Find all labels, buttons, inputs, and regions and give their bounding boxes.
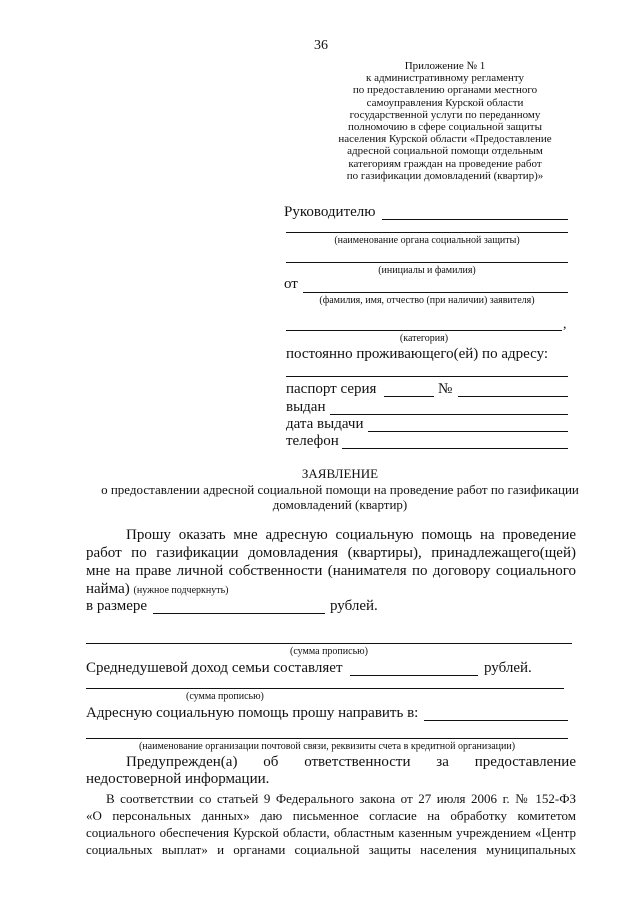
direct-text: Адресную социальную помощь прошу направить в: bbox=[86, 705, 419, 721]
appendix-line: государственной услуги по переданному bbox=[349, 108, 541, 121]
appendix-block bbox=[290, 60, 600, 182]
issue-date-label: дата выдачи bbox=[286, 416, 364, 432]
caption-fio: (фамилия, имя, отчество (при наличии) заявителя) bbox=[319, 295, 535, 306]
warning-line-1: Предупрежден(а) об ответственности за предоставление bbox=[126, 754, 576, 770]
amount-prefix: в размере bbox=[86, 598, 148, 614]
page-number: 36 bbox=[314, 38, 328, 53]
issued-line[interactable] bbox=[330, 414, 568, 415]
passport-number-line[interactable] bbox=[458, 396, 568, 397]
document-subtitle-1: о предоставлении адресной социальной помощи на проведение работ по газификации bbox=[101, 482, 579, 497]
direct-line[interactable] bbox=[424, 720, 568, 721]
document-subtitle-2: домовладений (квартир) bbox=[272, 497, 408, 512]
sum-words-line[interactable] bbox=[86, 643, 572, 644]
appendix-line: по газификации домовладений (квартир)» bbox=[346, 169, 544, 182]
residing-label: постоянно проживающего(ей) по адресу: bbox=[286, 346, 549, 362]
org-line[interactable] bbox=[86, 738, 568, 739]
phone-line[interactable] bbox=[342, 448, 568, 449]
initials-line[interactable] bbox=[286, 262, 568, 263]
appendix-line: категориям граждан на проведение работ bbox=[348, 157, 542, 170]
from-label: от bbox=[284, 276, 298, 292]
law-line-4: социальных выплат» и органами социальной защиты населения муниципальных bbox=[86, 842, 576, 857]
document-title: ЗАЯВЛЕНИЕ bbox=[301, 466, 379, 481]
body-line-4-note: (нужное подчеркнуть) bbox=[133, 585, 229, 596]
category-line[interactable] bbox=[286, 330, 562, 331]
appendix-line: по предоставлению органами местного bbox=[352, 84, 538, 97]
body-line-3: мне на праве личной собственности (нанимателя по договору социального bbox=[86, 563, 576, 579]
law-line-3: социального обеспечения Курской области, областным казенным учреждением «Центр bbox=[86, 825, 576, 840]
appendix-line: к административному регламенту bbox=[366, 72, 524, 85]
appendix-line: самоуправления Курской области bbox=[366, 96, 524, 109]
caption-organ: (наименование органа социальной защиты) bbox=[334, 235, 520, 246]
passport-series-line[interactable] bbox=[384, 396, 434, 397]
body-line-4-main: найма) bbox=[86, 581, 130, 597]
appendix-line: населения Курской области «Предоставление bbox=[338, 133, 552, 146]
body-line-4 bbox=[86, 581, 228, 598]
income-prefix: Среднедушевой доход семьи составляет bbox=[86, 660, 343, 676]
income-line[interactable] bbox=[350, 675, 478, 676]
caption-sum: (сумма прописью) bbox=[290, 646, 368, 657]
caption-sum-2: (сумма прописью) bbox=[186, 691, 264, 702]
body-line-2: работ по газификации домовладения (квартиры), принадлежащего(щей) bbox=[86, 545, 576, 561]
to-line[interactable] bbox=[382, 219, 568, 220]
caption-category: (категория) bbox=[399, 333, 449, 344]
body-line-1: Прошу оказать мне адресную социальную помощь на проведение bbox=[126, 527, 576, 543]
passport-number-label: № bbox=[438, 381, 453, 397]
issue-date-line[interactable] bbox=[368, 431, 568, 432]
law-line-2: «О персональных данных» даю письменное согласие на обработку комитетом bbox=[86, 808, 576, 823]
law-line-1: В соответствии со статьей 9 Федерального закона от 27 июля 2006 г. № 152-ФЗ bbox=[106, 791, 576, 806]
address-line[interactable] bbox=[286, 376, 568, 377]
appendix-line: полномочию в сфере социальной защиты bbox=[347, 121, 543, 134]
organ-line[interactable] bbox=[286, 232, 568, 233]
from-line[interactable] bbox=[303, 292, 568, 293]
category-comma: , bbox=[563, 317, 567, 332]
appendix-line: адресной социальной помощи отдельным bbox=[347, 145, 543, 158]
to-label: Руководителю bbox=[284, 204, 376, 220]
amount-suffix: рублей. bbox=[330, 598, 378, 614]
caption-initials: (инициалы и фамилия) bbox=[378, 265, 476, 276]
warning-line-2: недостоверной информации. bbox=[86, 771, 270, 787]
income-suffix: рублей. bbox=[484, 660, 532, 676]
income-words-line[interactable] bbox=[86, 688, 564, 689]
appendix-line: Приложение № 1 bbox=[404, 60, 486, 72]
caption-org: (наименование организации почтовой связи, реквизиты счета в кредитной организации) bbox=[138, 741, 516, 752]
issued-label: выдан bbox=[286, 399, 326, 415]
passport-series-label: паспорт серия bbox=[286, 381, 377, 397]
phone-label: телефон bbox=[286, 433, 339, 449]
amount-line[interactable] bbox=[153, 613, 325, 614]
